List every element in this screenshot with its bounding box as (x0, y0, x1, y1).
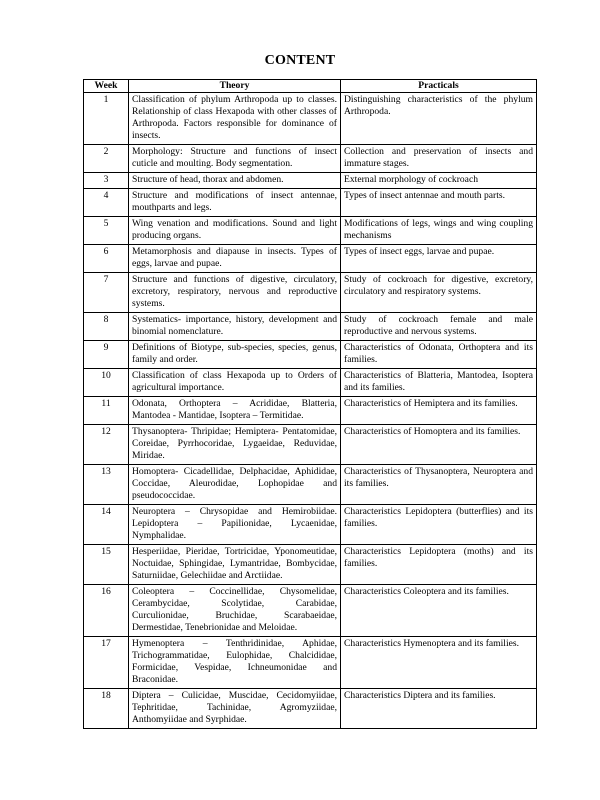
practicals-cell: External morphology of cockroach (341, 173, 537, 189)
week-cell: 2 (84, 145, 129, 173)
practicals-cell: Characteristics Lepidoptera (butterflies) and its families. (341, 505, 537, 545)
table-row (84, 173, 537, 189)
theory-column-header: Theory (129, 80, 341, 93)
theory-cell: Neuroptera – Chrysopidae and Hemirobiidae. Lepidoptera – Papilionidae, Lycaenidae, Nymphalidae. (129, 505, 341, 545)
theory-cell: Hesperiidae, Pieridae, Tortricidae, Yponomeutidae, Noctuidae, Sphingidae, Lymantridae, Bombycidae, Saturniidae, Gelechiidae and Arctiidae. (129, 545, 341, 585)
practicals-cell: Characteristics Lepidoptera (moths) and its families. (341, 545, 537, 585)
week-cell: 16 (84, 585, 129, 637)
week-cell: 4 (84, 189, 129, 217)
table-row (84, 93, 537, 145)
content-table (83, 79, 537, 729)
week-cell: 10 (84, 369, 129, 397)
table-row (84, 637, 537, 689)
practicals-cell: Study of cockroach female and male reproductive and nervous systems. (341, 313, 537, 341)
theory-cell: Structure and modifications of insect antennae, mouthparts and legs. (129, 189, 341, 217)
week-cell: 11 (84, 397, 129, 425)
table-row (84, 425, 537, 465)
week-cell: 6 (84, 245, 129, 273)
practicals-column-header: Practicals (341, 80, 537, 93)
table-row (84, 369, 537, 397)
week-cell: 3 (84, 173, 129, 189)
table-row (84, 145, 537, 173)
theory-cell: Coleoptera – Coccinellidae, Chysomelidae, Cerambycidae, Scolytidae, Carabidae, Curculionidae, Bruchidae, Scarabaeidae, Dermestidae, Tenebrionidae and Meloidae. (129, 585, 341, 637)
practicals-cell: Characteristics of Thysanoptera, Neuroptera and its families. (341, 465, 537, 505)
week-cell: 9 (84, 341, 129, 369)
practicals-cell: Characteristics of Blatteria, Mantodea, Isoptera and its families. (341, 369, 537, 397)
week-cell: 15 (84, 545, 129, 585)
table-header-row (84, 80, 537, 93)
practicals-cell: Distinguishing characteristics of the phylum Arthropoda. (341, 93, 537, 145)
week-cell: 13 (84, 465, 129, 505)
theory-cell: Diptera – Culicidae, Muscidae, Cecidomyiidae, Tephritidae, Tachinidae, Agromyziidae, Anthomyiidae and Syrphidae. (129, 689, 341, 729)
page-title: CONTENT (264, 53, 336, 68)
week-cell: 5 (84, 217, 129, 245)
practicals-cell: Types of insect eggs, larvae and pupae. (341, 245, 537, 273)
theory-cell: Wing venation and modifications. Sound and light producing organs. (129, 217, 341, 245)
week-cell: 8 (84, 313, 129, 341)
week-cell: 1 (84, 93, 129, 145)
theory-cell: Odonata, Orthoptera – Acrididae, Blatteria, Mantodea - Mantidae, Isoptera – Termitidae. (129, 397, 341, 425)
table-row (84, 545, 537, 585)
theory-cell: Hymenoptera – Tenthridinidae, Aphidae, Trichogrammatidae, Eulophidae, Chalcididae, Formicidae, Vespidae, Ichneumonidae and Braconidae. (129, 637, 341, 689)
practicals-cell: Types of insect antennae and mouth parts. (341, 189, 537, 217)
table-row (84, 313, 537, 341)
theory-cell: Classification of class Hexapoda up to Orders of agricultural importance. (129, 369, 341, 397)
table-row (84, 505, 537, 545)
practicals-cell: Collection and preservation of insects and immature stages. (341, 145, 537, 173)
week-column-header: Week (84, 80, 129, 93)
week-cell: 14 (84, 505, 129, 545)
theory-cell: Thysanoptera- Thripidae; Hemiptera- Pentatomidae, Coreidae, Pyrrhocoridae, Lygaeidae, Reduvidae, Miridae. (129, 425, 341, 465)
practicals-cell: Characteristics Coleoptera and its families. (341, 585, 537, 637)
practicals-cell: Characteristics of Odonata, Orthoptera and its families. (341, 341, 537, 369)
practicals-cell: Modifications of legs, wings and wing coupling mechanisms (341, 217, 537, 245)
table-row (84, 217, 537, 245)
theory-cell: Classification of phylum Arthropoda up to classes. Relationship of class Hexapoda with other classes of Arthropoda. Factors responsible for dominance of insects. (129, 93, 341, 145)
theory-cell: Structure and functions of digestive, circulatory, excretory, respiratory, nervous and reproductive systems. (129, 273, 341, 313)
week-cell: 7 (84, 273, 129, 313)
table-row (84, 585, 537, 637)
practicals-cell: Characteristics Diptera and its families. (341, 689, 537, 729)
week-cell: 12 (84, 425, 129, 465)
table-row (84, 465, 537, 505)
theory-cell: Systematics- importance, history, development and binomial nomenclature. (129, 313, 341, 341)
theory-cell: Homoptera- Cicadellidae, Delphacidae, Aphididae, Coccidae, Aleurodidae, Lophopidae and pseudococcidae. (129, 465, 341, 505)
table-row (84, 689, 537, 729)
theory-cell: Metamorphosis and diapause in insects. Types of eggs, larvae and pupae. (129, 245, 341, 273)
theory-cell: Structure of head, thorax and abdomen. (129, 173, 341, 189)
table-row (84, 189, 537, 217)
theory-cell: Morphology: Structure and functions of insect cuticle and moulting. Body segmentation. (129, 145, 341, 173)
practicals-cell: Study of cockroach for digestive, excretory, circulatory and respiratory systems. (341, 273, 537, 313)
practicals-cell: Characteristics of Homoptera and its families. (341, 425, 537, 465)
practicals-cell: Characteristics Hymenoptera and its families. (341, 637, 537, 689)
table-row (84, 341, 537, 369)
table-row (84, 273, 537, 313)
table-row (84, 245, 537, 273)
theory-cell: Definitions of Biotype, sub-species, species, genus, family and order. (129, 341, 341, 369)
week-cell: 17 (84, 637, 129, 689)
practicals-cell: Characteristics of Hemiptera and its families. (341, 397, 537, 425)
table-row (84, 397, 537, 425)
week-cell: 18 (84, 689, 129, 729)
